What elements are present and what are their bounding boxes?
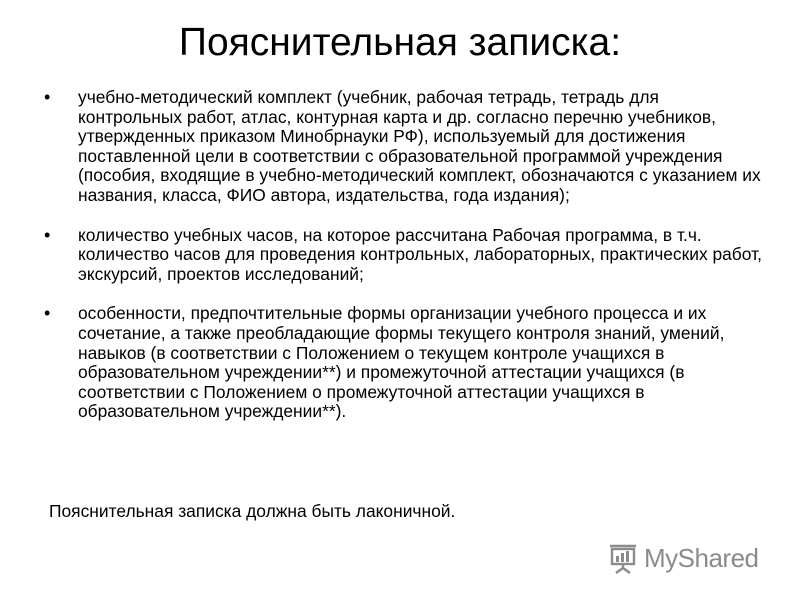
bullet-marker: • (44, 224, 51, 245)
presentation-board-icon (606, 542, 640, 574)
page-title: Пояснительная записка: (178, 21, 622, 64)
list-item (44, 304, 764, 422)
list-item-text: учебно-методический комплект (учебник, рабочая тетрадь, тетрадь для контрольных работ, атлас, контурная карта и др. согласно перечню учебников, утвержденных приказом Минобрнауки РФ), используемый для достижения поставленной цели в соответствии с образовательной программой учреждения (пособия, входящие в учебно-методический комплект, обозначаются с указанием их названия, класса, ФИО автора, издательства, года издания); (78, 87, 761, 205)
list-item-text: количество учебных часов, на которое рассчитана Рабочая программа, в т.ч. количество часов для проведения контрольных, лабораторных, практических работ, экскурсий, проектов исследований; (78, 224, 762, 284)
bullet-list (44, 88, 764, 442)
bullet-marker: • (44, 87, 51, 107)
list-item (44, 88, 764, 206)
watermark-logo (606, 538, 766, 578)
bullet-marker: • (44, 303, 51, 324)
list-item-text: особенности, предпочтительные формы организации учебного процесса и их сочетание, а также преобладающие формы текущего контроля знаний, умений, навыков (в соответствии с Положением о текущем контроле учащихся в образовательном учреждении**) и промежуточной аттестации учащихся (в соответствии с Положением о промежуточной аттестации учащихся в образовательном учреждении**). (78, 303, 725, 422)
list-item (44, 226, 764, 285)
watermark-text: MyShared (644, 542, 759, 573)
closing-note: Пояснительная записка должна быть лаконичной. (49, 501, 456, 521)
